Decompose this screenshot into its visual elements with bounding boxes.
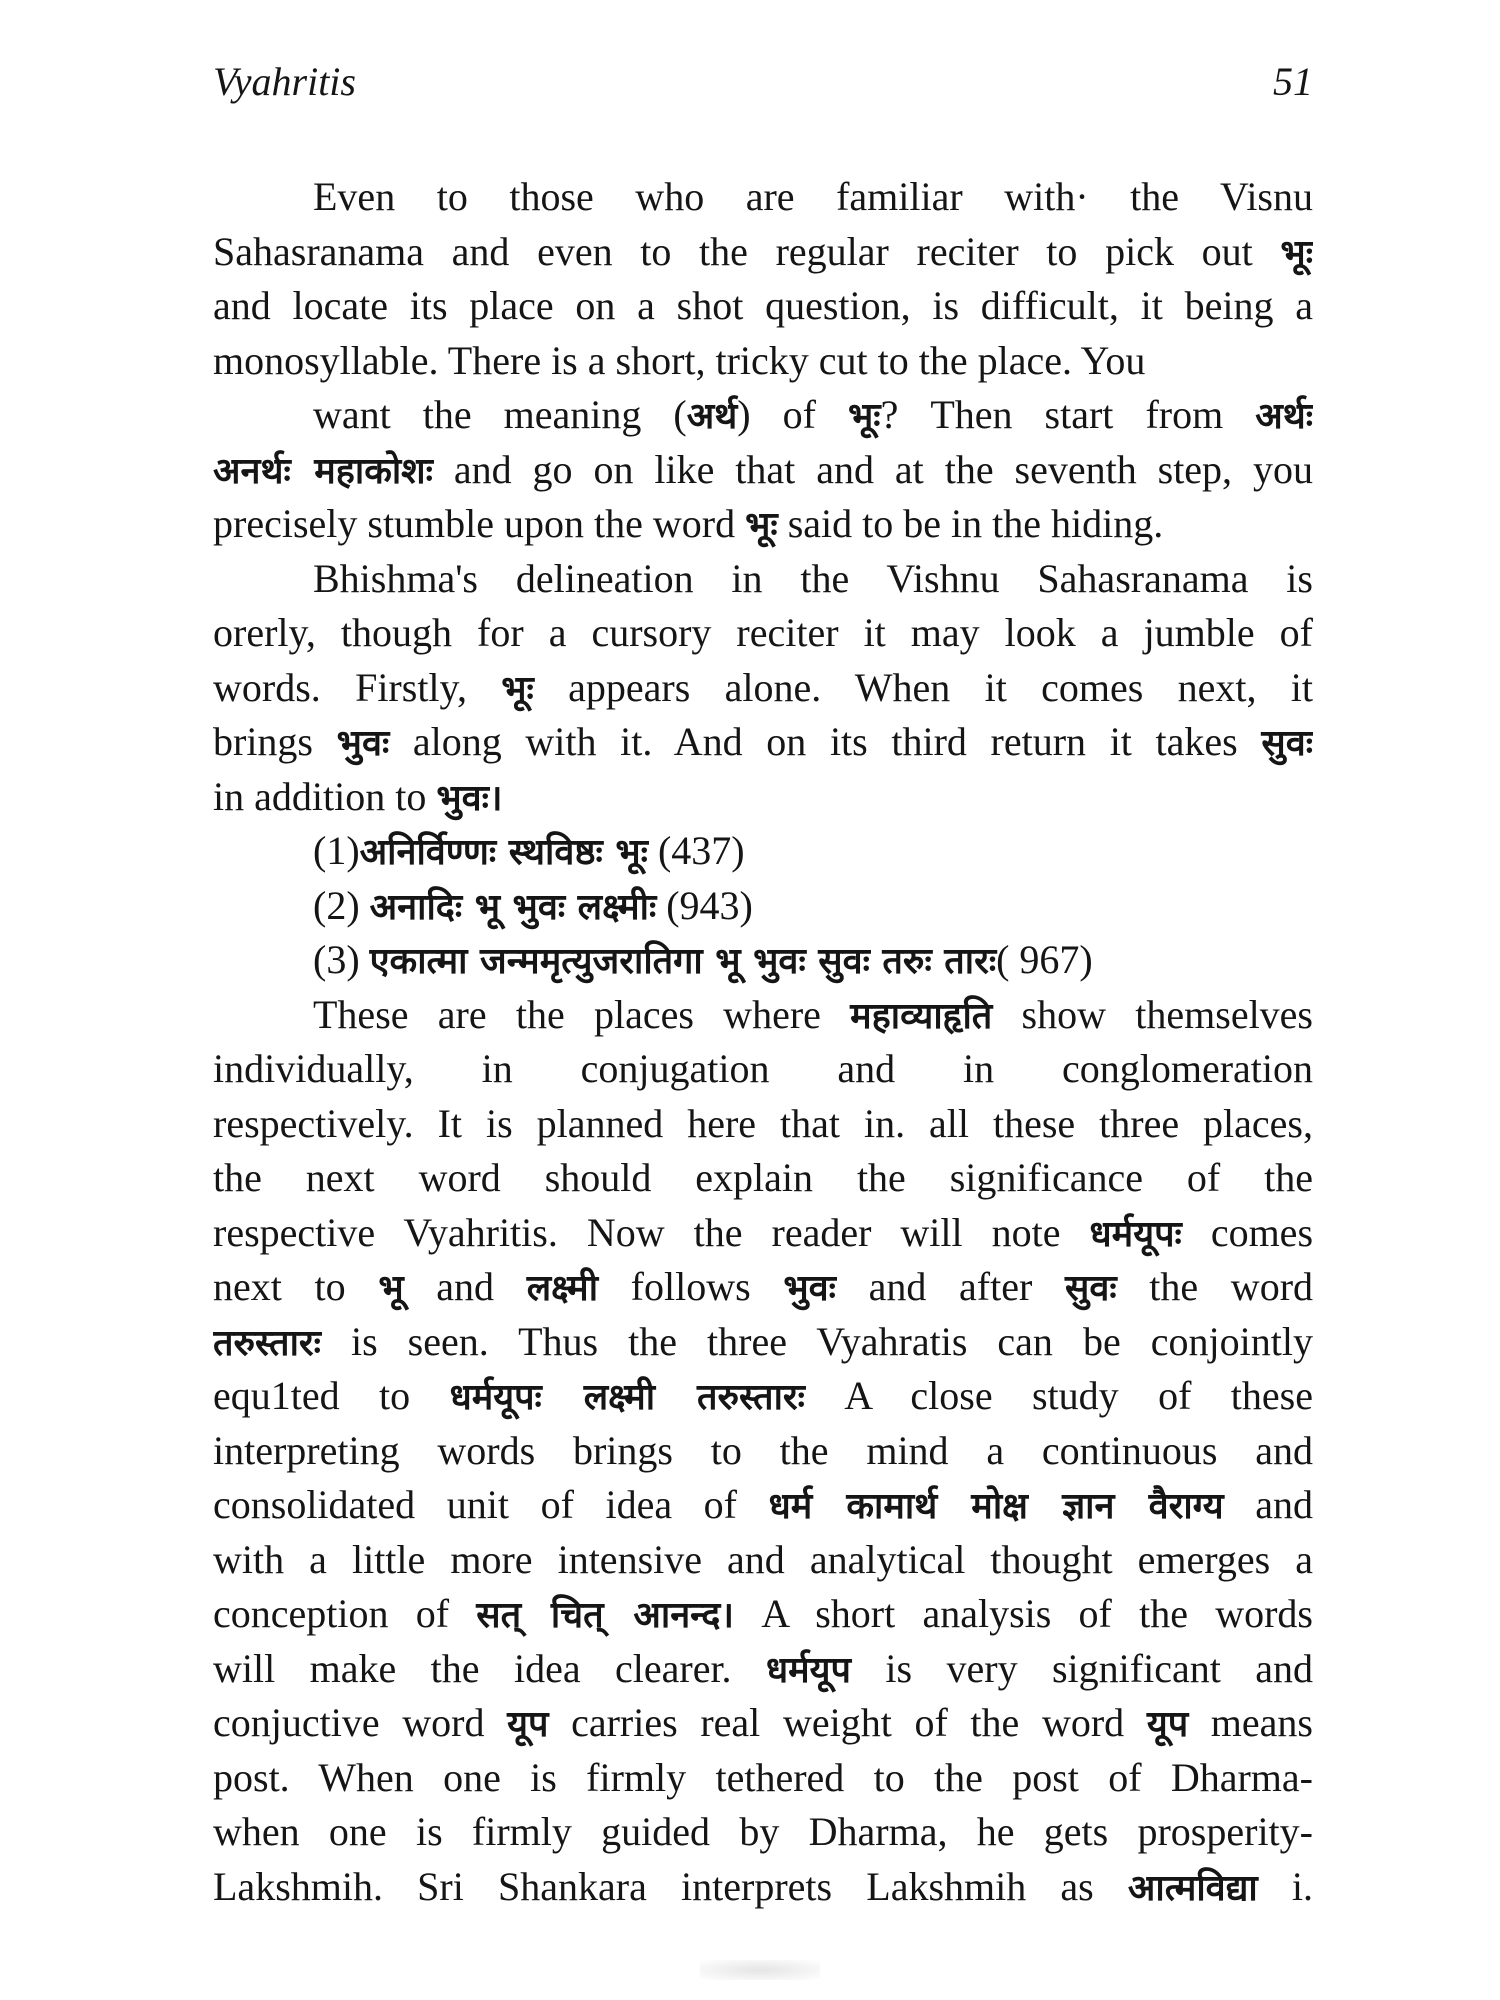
text-line: conjuctive word यूप carries real weight of the word यूप means	[213, 1700, 1313, 1745]
print-smudge	[700, 1960, 820, 1980]
text-line: respective Vyahritis. Now the reader will note धर्मयूपः comes	[213, 1209, 1313, 1255]
body-text	[213, 170, 1313, 1914]
text-line: and locate its place on a shot question, is difficult, it being a	[213, 283, 1313, 328]
text-line: words. Firstly, भूः appears alone. When it comes next, it	[213, 664, 1313, 710]
verse-reference: (2) अनादिः भू भुवः लक्ष्मीः (943)	[313, 882, 753, 928]
text-line: individually, in conjugation and in conglomeration	[213, 1046, 1313, 1091]
text-line: Even to those who are familiar with· the Visnu	[313, 174, 1313, 219]
text-line: want the meaning (अर्थ) of भूः? Then start from अर्थः	[313, 392, 1313, 437]
text-line: next to भू and लक्ष्मी follows भुवः and after सुवः the word	[213, 1264, 1313, 1309]
text-line: with a little more intensive and analytical thought emerges a	[213, 1536, 1313, 1582]
running-head	[213, 58, 1313, 118]
text-line: orerly, though for a cursory reciter it may look a jumble of	[213, 610, 1313, 655]
text-line: Lakshmih. Sri Shankara interprets Lakshmih as आत्मविद्या i.	[213, 1863, 1313, 1909]
text-line: the next word should explain the significance of the	[213, 1155, 1313, 1200]
text-line: respectively. It is planned here that in. all these three places,	[213, 1100, 1313, 1146]
page-number: 51	[1273, 59, 1313, 104]
text-line: will make the idea clearer. धर्मयूप is very significant and	[213, 1645, 1313, 1691]
text-line: when one is firmly guided by Dharma, he gets prosperity-	[213, 1809, 1313, 1854]
chapter-title: Vyahritis	[213, 59, 356, 104]
text-line: consolidated unit of idea of धर्म कामार्थ मोक्ष ज्ञान वैराग्य and	[213, 1482, 1313, 1527]
text-line: interpreting words brings to the mind a continuous and	[213, 1427, 1313, 1473]
text-line: conception of सत् चित् आनन्द। A short analysis of the words	[213, 1591, 1313, 1636]
text-line: These are the places where महाव्याहृति show themselves	[313, 991, 1313, 1037]
verse-reference: (3) एकात्मा जन्ममृत्युजरातिगा भू भुवः सुवः तरुः तारः( 967)	[313, 937, 1093, 982]
text-line: precisely stumble upon the word भूः said to be in the hiding.	[213, 501, 1164, 546]
text-line: अनर्थः महाकोशः and go on like that and at the seventh step, you	[213, 446, 1313, 492]
text-line: Bhishma's delineation in the Vishnu Sahasranama is	[313, 555, 1313, 601]
text-line: post. When one is firmly tethered to the post of Dharma-	[213, 1754, 1313, 1800]
text-line: brings भुवः along with it. And on its third return it takes सुवः	[213, 719, 1313, 764]
verse-reference: (1)अनिर्विण्णः स्थविष्ठः भूः (437)	[313, 828, 745, 873]
text-line: equ1ted to धर्मयूपः लक्ष्मी तरुस्तारः A close study of these	[213, 1373, 1313, 1418]
text-line: in addition to भुवः।	[213, 773, 503, 819]
text-line: monosyllable. There is a short, tricky cut to the place. You	[213, 337, 1146, 383]
text-line: Sahasranama and even to the regular reciter to pick out भूः	[213, 228, 1313, 274]
text-line: तरुस्तारः is seen. Thus the three Vyahratis can be conjointly	[213, 1318, 1313, 1364]
